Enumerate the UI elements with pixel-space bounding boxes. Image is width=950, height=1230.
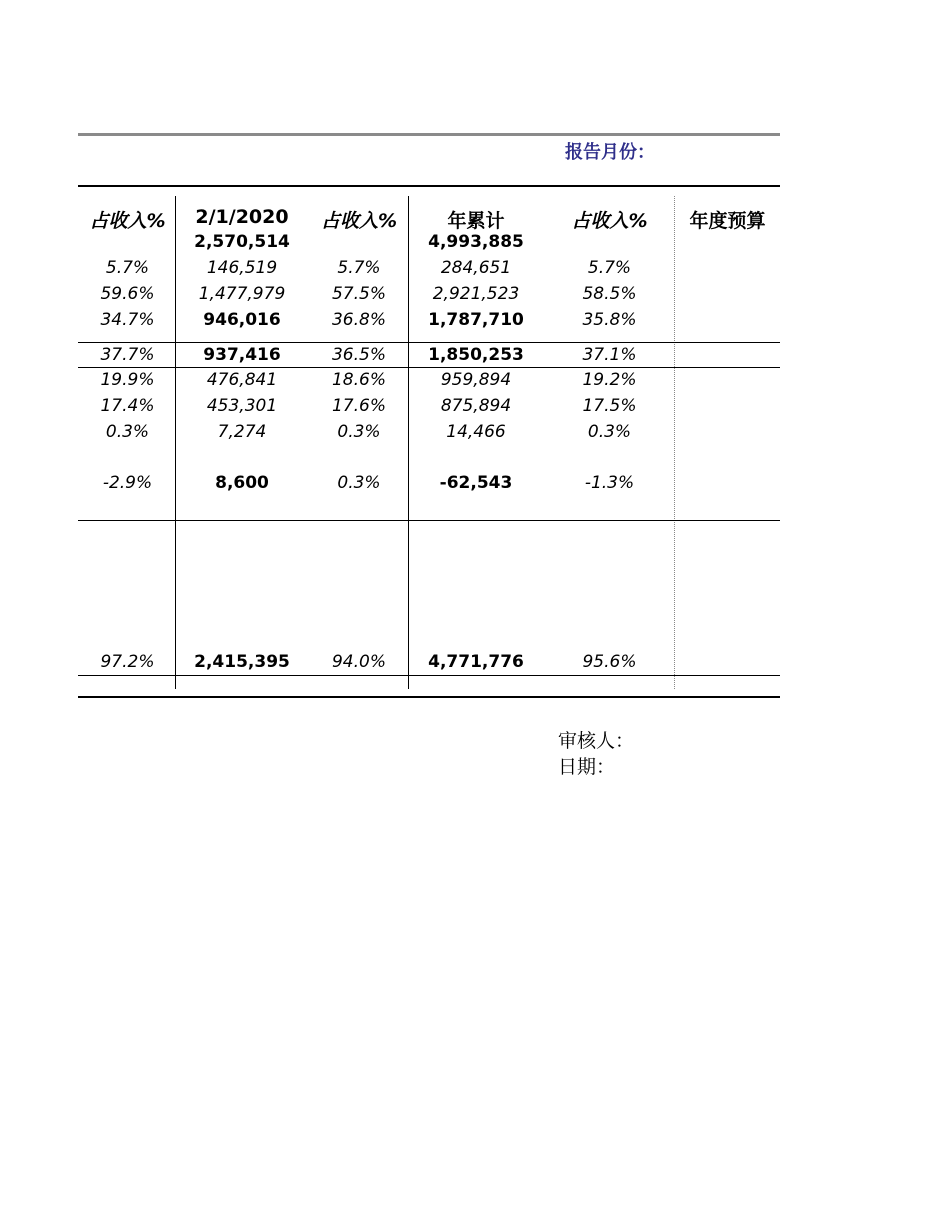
- cell-pct-prev: -2.9%: [102, 473, 153, 493]
- cell-current: 8,600: [215, 473, 269, 493]
- cell-pct-prev: 0.3%: [105, 422, 150, 442]
- cell-pct-prev: 5.7%: [105, 258, 150, 278]
- cell-pct-month: 17.6%: [331, 396, 386, 416]
- cell-pct-month: 0.3%: [337, 422, 381, 442]
- cell-ytd: 875,894: [440, 396, 512, 416]
- cell-current: 2,415,395: [194, 652, 290, 672]
- cell-pct-ytd: 0.3%: [587, 422, 632, 442]
- header-date: 2/1/2020: [195, 206, 289, 228]
- cell-pct-prev: 37.7%: [100, 345, 155, 365]
- cell-pct-prev: 59.6%: [100, 284, 155, 304]
- cell-pct-ytd: 95.6%: [582, 652, 637, 672]
- cell-pct-month: 18.6%: [331, 370, 386, 390]
- cell-pct-month: 94.0%: [331, 652, 386, 672]
- cell-ytd: 959,894: [440, 370, 512, 390]
- cell-current: 453,301: [206, 396, 278, 416]
- cell-current: 946,016: [203, 310, 281, 330]
- row-rule: [78, 367, 780, 368]
- row-rule: [78, 675, 780, 676]
- cell-pct-prev: 17.4%: [100, 396, 155, 416]
- cell-current: 2,570,514: [194, 232, 290, 252]
- cell-pct-ytd: 5.7%: [587, 258, 632, 278]
- cell-pct-ytd: 37.1%: [582, 345, 637, 365]
- cell-ytd: 1,787,710: [428, 310, 524, 330]
- report-month-label: 报告月份：: [565, 142, 655, 163]
- header-pct-month: 占收入%: [320, 210, 398, 232]
- header-budget: 年度预算: [689, 210, 766, 232]
- cell-pct-ytd: 17.5%: [582, 396, 637, 416]
- cell-ytd: 4,993,885: [428, 232, 524, 252]
- cell-pct-prev: 19.9%: [100, 370, 155, 390]
- cell-current: 937,416: [203, 345, 281, 365]
- date-label: 日期：: [558, 756, 616, 778]
- cell-pct-month: 36.5%: [331, 345, 386, 365]
- cell-pct-month: 57.5%: [331, 284, 386, 304]
- cell-ytd: 284,651: [440, 258, 512, 278]
- cell-pct-ytd: 19.2%: [582, 370, 637, 390]
- top-rule: [78, 133, 780, 136]
- cell-pct-ytd: -1.3%: [584, 473, 635, 493]
- header-ytd: 年累计: [447, 210, 505, 232]
- header-pct-ytd: 占收入%: [571, 210, 648, 232]
- col-divider-3: [674, 196, 675, 689]
- cell-pct-month: 0.3%: [337, 473, 381, 493]
- cell-ytd: 14,466: [446, 422, 506, 442]
- cell-pct-ytd: 58.5%: [582, 284, 637, 304]
- cell-pct-prev: 97.2%: [100, 652, 155, 672]
- reviewer-label: 审核人：: [558, 730, 635, 752]
- cell-ytd: -62,543: [439, 473, 513, 493]
- cell-current: 1,477,979: [198, 284, 286, 304]
- row-rule: [78, 342, 780, 343]
- cell-ytd: 2,921,523: [432, 284, 520, 304]
- cell-ytd: 4,771,776: [428, 652, 524, 672]
- header-rule: [78, 185, 780, 187]
- row-rule: [78, 520, 780, 521]
- cell-pct-month: 36.8%: [331, 310, 386, 330]
- cell-pct-prev: 34.7%: [100, 310, 155, 330]
- cell-pct-ytd: 35.8%: [582, 310, 637, 330]
- header-pct-prev: 占收入%: [89, 210, 166, 232]
- cell-current: 7,274: [217, 422, 267, 442]
- bottom-rule: [78, 696, 780, 698]
- cell-current: 146,519: [206, 258, 278, 278]
- cell-current: 476,841: [206, 370, 278, 390]
- cell-pct-month: 5.7%: [337, 258, 381, 278]
- cell-ytd: 1,850,253: [428, 345, 524, 365]
